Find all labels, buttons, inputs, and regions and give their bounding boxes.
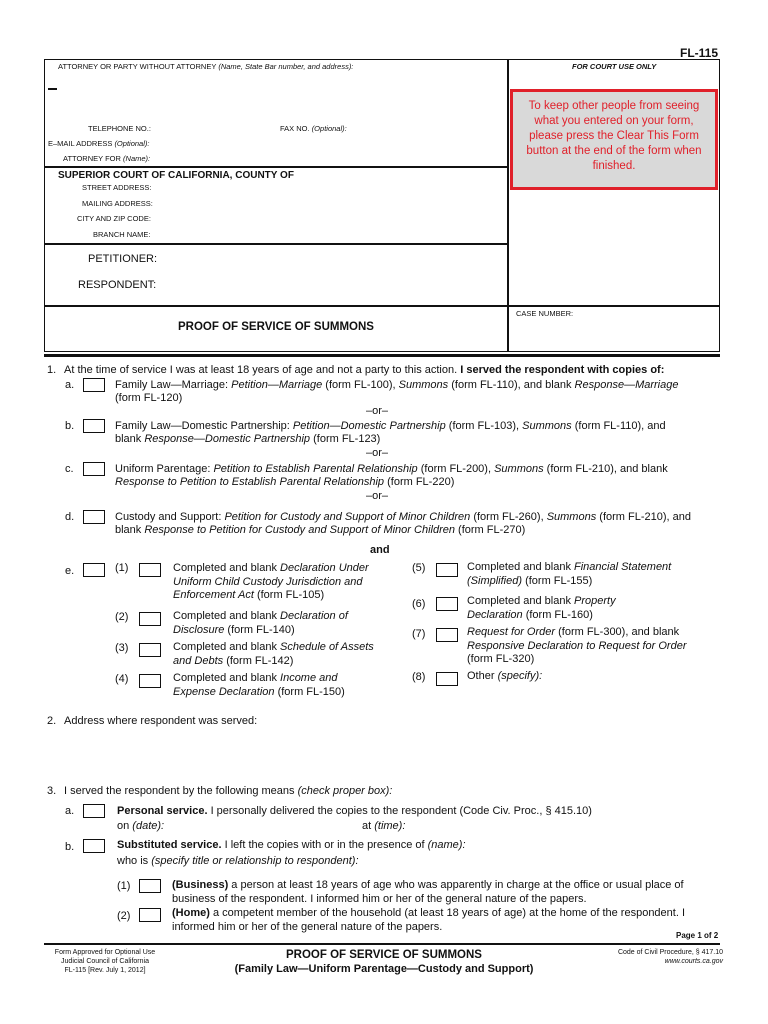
court-title: SUPERIOR COURT OF CALIFORNIA, COUNTY OF — [58, 170, 294, 181]
petitioner-label: PETITIONER: — [88, 253, 158, 265]
fax-label: FAX NO. (Optional): — [280, 124, 347, 133]
item3a-text: Personal service. I personally delivered the copies to the respondent (Code Civ. Proc., § 415.10) — [117, 805, 592, 817]
city-zip-label: CITY AND ZIP CODE: — [77, 214, 151, 223]
item1a-text: Family Law—Marriage: Petition—Marriage (form FL-100), Summons (form FL-110), and blank Response—Marriage — [115, 379, 679, 391]
item1e1-number: (1) — [115, 562, 129, 574]
or-separator: –or– — [366, 447, 389, 459]
item1d-text-line2: blank Response to Petition for Custody and Support of Minor Children (form FL-270) — [115, 524, 526, 536]
mailing-address-label: MAILING ADDRESS: — [82, 199, 153, 208]
item1c-checkbox[interactable] — [83, 462, 105, 476]
item1a-checkbox[interactable] — [83, 378, 105, 392]
item3b1-number: (1) — [117, 880, 131, 892]
item1d-checkbox[interactable] — [83, 510, 105, 524]
item1e5-text: Completed and blank Financial Statement (Simplified) (form FL-155) — [467, 561, 672, 587]
item1e4-text: Completed and blank Income and Expense Declaration (form FL-150) — [173, 672, 345, 698]
item1e5-number: (5) — [412, 562, 426, 574]
document-title: PROOF OF SERVICE OF SUMMONS — [178, 321, 374, 333]
item1e1-text: Completed and blank Declaration Under Uniform Child Custody Jurisdiction and Enforcement Act (form FL-105) — [173, 562, 369, 601]
item1e3-number: (3) — [115, 642, 129, 654]
or-separator: –or– — [366, 405, 389, 417]
item1e8-number: (8) — [412, 671, 426, 683]
item3b-who: who is (specify title or relationship to respondent): — [117, 855, 359, 867]
page-number: Page 1 of 2 — [676, 931, 719, 940]
telephone-label: TELEPHONE NO.: — [88, 124, 151, 133]
item1d-label: d. — [65, 511, 75, 523]
item1e3-text: Completed and blank Schedule of Assets and Debts (form FL-142) — [173, 641, 374, 667]
item3a-time: at (time): — [362, 820, 406, 832]
street-address-label: STREET ADDRESS: — [82, 183, 152, 192]
item1c-label: c. — [65, 463, 74, 475]
item1e2-text: Completed and blank Declaration of Disclosure (form FL-140) — [173, 610, 348, 636]
item2-number: 2. — [47, 715, 57, 727]
footer-title: PROOF OF SERVICE OF SUMMONS (Family Law—Uniform Parentage—Custody and Support) — [234, 949, 534, 975]
item1e4-checkbox[interactable] — [139, 674, 161, 688]
item1-number: 1. — [47, 364, 57, 376]
item1b-checkbox[interactable] — [83, 419, 105, 433]
respondent-label: RESPONDENT: — [78, 279, 157, 291]
item3a-checkbox[interactable] — [83, 804, 105, 818]
item1a-label: a. — [65, 379, 75, 391]
item3b2-text: (Home) a competent member of the household (at least 18 years of age) at the home of the respondent. I informed him or her of the general nature of the papers. — [172, 907, 686, 933]
item3b-text: Substituted service. I left the copies with or in the presence of (name): — [117, 839, 466, 851]
item3b-checkbox[interactable] — [83, 839, 105, 853]
item1e1-checkbox[interactable] — [139, 563, 161, 577]
item1-text: At the time of service I was at least 18 years of age and not a party to this action. I served the respondent with copies of: — [64, 364, 665, 376]
attorney-label: ATTORNEY OR PARTY WITHOUT ATTORNEY (Name, State Bar number, and address): — [58, 62, 354, 71]
item1e2-checkbox[interactable] — [139, 612, 161, 626]
item1e4-number: (4) — [115, 673, 129, 685]
item3a-date: on (date): — [117, 820, 165, 832]
case-number-label: CASE NUMBER: — [516, 309, 574, 318]
item3b2-checkbox[interactable] — [139, 908, 161, 922]
item1e6-text: Completed and blank Property Declaration (form FL-160) — [467, 595, 616, 621]
item1e7-checkbox[interactable] — [436, 628, 458, 642]
item1c-text-line2: Response to Petition to Establish Parental Relationship (form FL-220) — [115, 476, 455, 488]
item2-text: Address where respondent was served: — [64, 715, 258, 727]
form-number: FL-115 — [680, 46, 719, 60]
item3b2-number: (2) — [117, 910, 131, 922]
item1e2-number: (2) — [115, 611, 129, 623]
email-label: E–MAIL ADDRESS (Optional): — [48, 139, 150, 148]
item1d-text: Custody and Support: Petition for Custody and Support of Minor Children (form FL-260), Summons (form FL-210), and — [115, 511, 691, 523]
item1e6-checkbox[interactable] — [436, 597, 458, 611]
item1b-label: b. — [65, 420, 75, 432]
item1b-text: Family Law—Domestic Partnership: Petition—Domestic Partnership (form FL-103), Summons (form FL-110), and — [115, 420, 666, 432]
attorney-for-label: ATTORNEY FOR (Name): — [63, 154, 151, 163]
item1a-text-line2: (form FL-120) — [115, 392, 183, 404]
item1e3-checkbox[interactable] — [139, 643, 161, 657]
item1e7-number: (7) — [412, 628, 426, 640]
court-use-label: FOR COURT USE ONLY — [572, 62, 657, 71]
item1e6-number: (6) — [412, 598, 426, 610]
form-approval: Form Approved for Optional Use Judicial Council of California FL-115 [Rev. July 1, 2012] — [54, 949, 156, 974]
and-separator: and — [370, 544, 390, 556]
item1e8-checkbox[interactable] — [436, 672, 458, 686]
item1b-text-line2: blank Response—Domestic Partnership (form FL-123) — [115, 433, 381, 445]
branch-name-label: BRANCH NAME: — [93, 230, 151, 239]
item3b-label: b. — [65, 841, 75, 853]
item1e8-text: Other (specify): — [467, 670, 543, 682]
item3a-label: a. — [65, 805, 75, 817]
item3b1-text: (Business) a person at least 18 years of age who was apparently in charge at the office or usual place of business of the respondent. I informed him or her of the general nature of the papers. — [172, 879, 684, 905]
item1e7-text: Request for Order (form FL-300), and blank Responsive Declaration to Request for Order (form FL-320) — [467, 626, 687, 665]
item1e-label: e. — [65, 565, 75, 577]
item3-number: 3. — [47, 785, 57, 797]
item1c-text: Uniform Parentage: Petition to Establish Parental Relationship (form FL-200), Summons (form FL-210), and blank — [115, 463, 668, 475]
clear-form-notice: To keep other people from seeing what you entered on your form, please press the Clear This Form button at the end of the form when finished. — [510, 89, 718, 190]
item1e5-checkbox[interactable] — [436, 563, 458, 577]
footer-citation: Code of Civil Procedure, § 417.10 www.courts.ca.gov — [617, 949, 723, 965]
item3b1-checkbox[interactable] — [139, 879, 161, 893]
item3-text: I served the respondent by the following means (check proper box): — [64, 785, 393, 797]
or-separator: –or– — [366, 490, 389, 502]
item1e-checkbox[interactable] — [83, 563, 105, 577]
